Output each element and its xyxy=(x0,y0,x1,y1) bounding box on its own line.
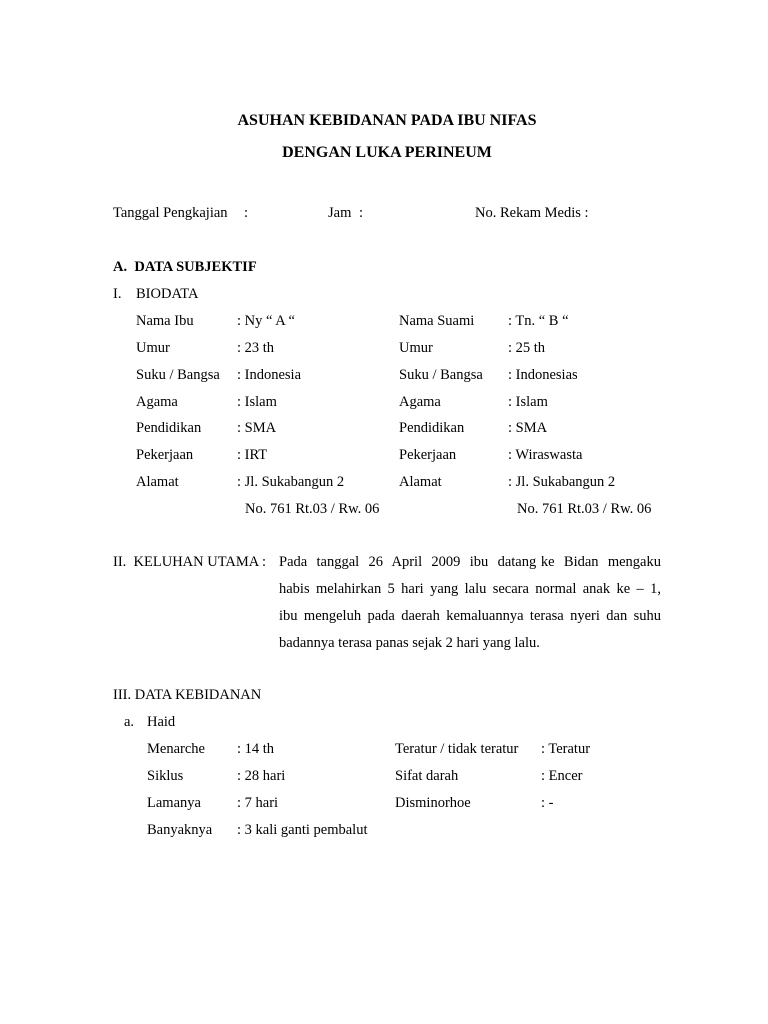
ibu-nama-value: : Ny “ A “ xyxy=(237,313,295,329)
ibu-pekerjaan-value: : IRT xyxy=(237,447,268,463)
menarche-label: Menarche xyxy=(147,741,205,757)
section-a-heading: A. DATA SUBJEKTIF xyxy=(113,259,257,275)
ibu-pekerjaan-label: Pekerjaan xyxy=(136,447,194,463)
tanggal-pengkajian-label: Tanggal Pengkajian xyxy=(113,205,228,221)
sifat-darah-label: Sifat darah xyxy=(395,768,459,784)
ibu-alamat-value: : Jl. Sukabangun 2 xyxy=(237,474,345,490)
ibu-agama-label: Agama xyxy=(136,394,178,410)
ibu-umur-label: Umur xyxy=(136,340,170,356)
siklus-label: Siklus xyxy=(147,768,184,784)
haid-heading: Haid xyxy=(147,714,176,730)
biodata-number: I. xyxy=(113,286,122,302)
suami-alamat-label: Alamat xyxy=(399,474,442,490)
document-title-line2: DENGAN LUKA PERINEUM xyxy=(282,144,492,161)
data-kebidanan-heading: III. DATA KEBIDANAN xyxy=(113,687,262,703)
lamanya-value: : 7 hari xyxy=(237,795,279,811)
lamanya-label: Lamanya xyxy=(147,795,201,811)
teratur-value: : Teratur xyxy=(541,741,591,757)
jam-colon: : xyxy=(359,205,364,221)
ibu-nama-label: Nama Ibu xyxy=(136,313,194,329)
keluhan-utama-line4: badannya terasa panas sejak 2 hari yang lalu. xyxy=(279,635,540,651)
menarche-value: : 14 th xyxy=(237,741,275,757)
suami-alamat-line2: No. 761 Rt.03 / Rw. 06 xyxy=(517,501,652,517)
ibu-umur-value: : 23 th xyxy=(237,340,275,356)
ibu-alamat-label: Alamat xyxy=(136,474,179,490)
suami-pendidikan-value: : SMA xyxy=(508,420,548,436)
document-title-line1: ASUHAN KEBIDANAN PADA IBU NIFAS xyxy=(237,112,537,129)
ibu-alamat-line2: No. 761 Rt.03 / Rw. 06 xyxy=(245,501,380,517)
disminorhoe-value: : - xyxy=(541,795,554,811)
suami-umur-value: : 25 th xyxy=(508,340,546,356)
suami-nama-value: : Tn. “ B “ xyxy=(508,313,569,329)
banyaknya-value: : 3 kali ganti pembalut xyxy=(237,822,368,838)
keluhan-utama-line1: Pada tanggal 26 April 2009 ibu datang ke Bidan mengaku xyxy=(279,554,661,570)
sifat-darah-value: : Encer xyxy=(541,768,583,784)
banyaknya-label: Banyaknya xyxy=(147,822,213,838)
suami-umur-label: Umur xyxy=(399,340,433,356)
suami-suku-value: : Indonesias xyxy=(508,367,578,383)
keluhan-utama-heading: II. KELUHAN UTAMA : xyxy=(113,554,270,570)
teratur-label: Teratur / tidak teratur xyxy=(395,741,519,757)
no-rekam-medis-label: No. Rekam Medis : xyxy=(475,205,589,221)
tanggal-pengkajian-colon: : xyxy=(244,205,249,221)
suami-pekerjaan-value: : Wiraswasta xyxy=(508,447,583,463)
suami-alamat-value: : Jl. Sukabangun 2 xyxy=(508,474,616,490)
haid-letter: a. xyxy=(124,714,135,730)
suami-agama-label: Agama xyxy=(399,394,441,410)
suami-agama-value: : Islam xyxy=(508,394,548,410)
suami-pendidikan-label: Pendidikan xyxy=(399,420,465,436)
ibu-pendidikan-value: : SMA xyxy=(237,420,277,436)
siklus-value: : 28 hari xyxy=(237,768,286,784)
suami-nama-label: Nama Suami xyxy=(399,313,475,329)
suami-pekerjaan-label: Pekerjaan xyxy=(399,447,457,463)
disminorhoe-label: Disminorhoe xyxy=(395,795,471,811)
ibu-agama-value: : Islam xyxy=(237,394,277,410)
ibu-suku-value: : Indonesia xyxy=(237,367,302,383)
jam-label: Jam xyxy=(328,205,352,221)
ibu-pendidikan-label: Pendidikan xyxy=(136,420,202,436)
ibu-suku-label: Suku / Bangsa xyxy=(136,367,220,383)
keluhan-utama-line2: habis melahirkan 5 hari yang lalu secara normal anak ke – 1, xyxy=(279,581,661,597)
keluhan-utama-line3: ibu mengeluh pada daerah kemaluannya terasa nyeri dan suhu xyxy=(279,608,661,624)
suami-suku-label: Suku / Bangsa xyxy=(399,367,483,383)
biodata-heading: BIODATA xyxy=(136,286,199,302)
